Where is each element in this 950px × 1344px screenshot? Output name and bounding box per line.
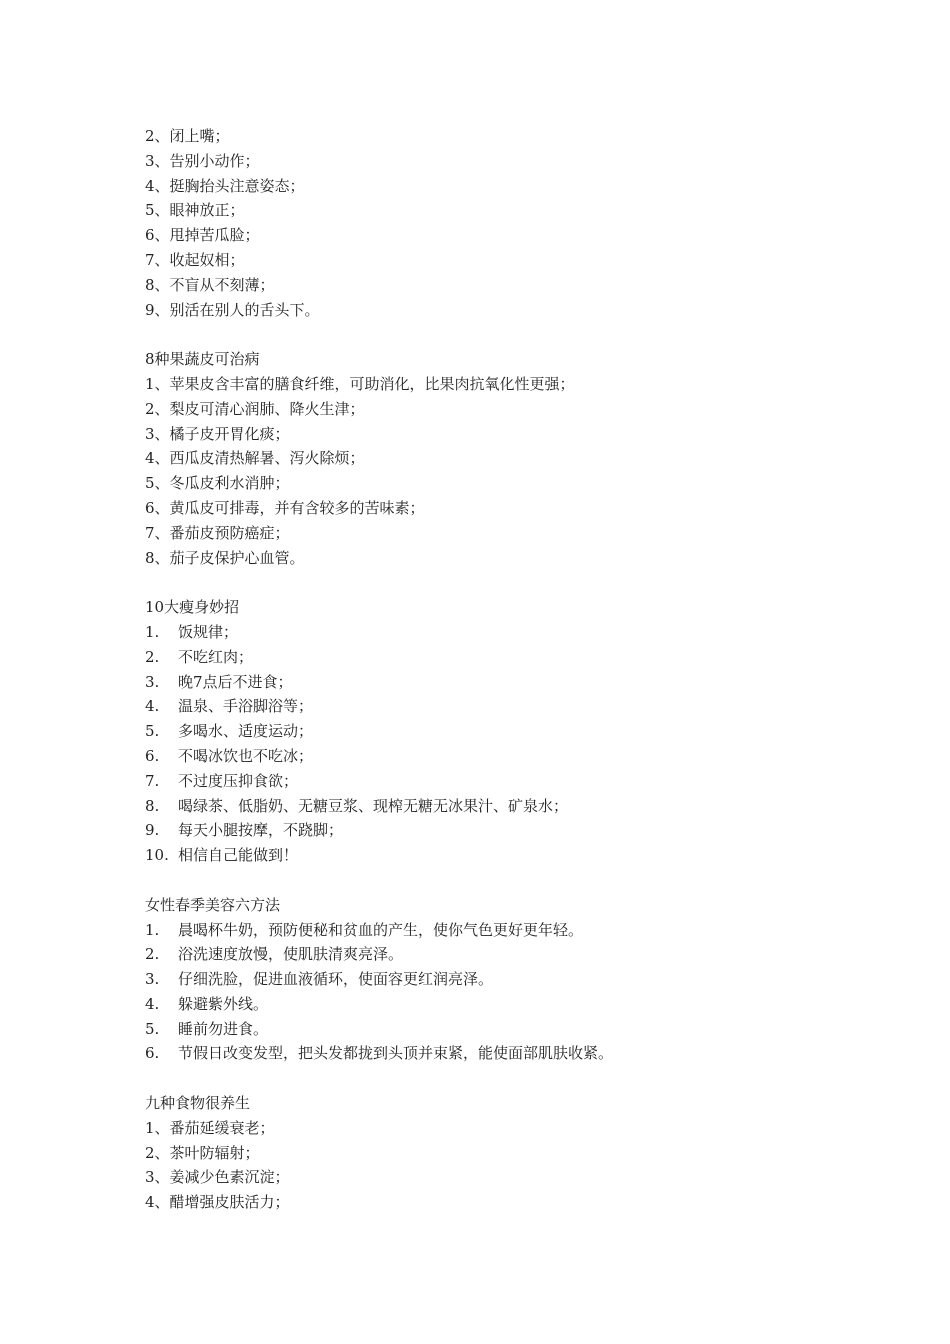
item-text: 晚7点后不进食； [178,672,293,691]
list-item: 8、不盲从不刻薄； [145,275,275,294]
list-item: 2、茶叶防辐射； [145,1143,260,1162]
item-number: 4. [145,697,160,716]
list-item [145,992,845,1017]
list-item: 1、苹果皮含丰富的膳食纤维，可助消化，比果肉抗氧化性更强； [145,374,575,393]
item-number: 6. [145,746,160,765]
list-item [145,1041,845,1066]
section-title: 九种食物很养生 [145,1094,251,1113]
list-item: 4、醋增强皮肤活力； [145,1193,290,1212]
item-text: 每天小腿按摩，不跷脚； [178,821,344,840]
item-number: 1. [145,622,160,641]
item-number: 5. [145,722,160,741]
item-text: 浴洗速度放慢，使肌肤清爽亮泽。 [178,945,404,964]
blank-line [145,322,845,347]
list-item [145,967,845,992]
section-spring-beauty [145,893,845,1067]
item-text: 饭规律； [178,622,239,641]
blank-line [145,570,845,595]
list-item [145,645,845,670]
section-etiquette-list [145,124,845,322]
item-number: 6. [145,1044,160,1063]
list-item [145,694,845,719]
list-item [145,620,845,645]
list-item [145,818,845,843]
item-text: 不过度压抑食欲； [178,771,299,790]
list-item [145,719,845,744]
blank-line [145,1066,845,1091]
item-number: 7. [145,771,160,790]
item-text: 睡前勿进食。 [178,1019,269,1038]
list-item: 6、黄瓜皮可排毒，并有含较多的苦味素； [145,498,425,517]
item-text: 仔细洗脸，促进血液循环，使面容更红润亮泽。 [178,970,494,989]
list-item [145,769,845,794]
list-item [145,744,845,769]
list-item: 4、挺胸抬头注意姿态； [145,176,305,195]
list-item: 8、茄子皮保护心血管。 [145,548,305,567]
list-item [145,843,845,868]
list-item: 3、姜减少色素沉淀； [145,1168,290,1187]
item-number: 2. [145,647,160,666]
item-text: 相信自己能做到！ [178,846,299,865]
list-item: 7、收起奴相； [145,250,245,269]
list-item: 4、西瓜皮清热解暑、泻火除烦； [145,449,365,468]
section-title: 女性春季美容六方法 [145,895,281,914]
item-text: 不吃红肉； [178,647,254,666]
list-item: 9、别活在别人的舌头下。 [145,300,320,319]
list-item: 5、眼神放正； [145,201,245,220]
item-text: 温泉、手浴脚浴等； [178,697,314,716]
list-item: 6、甩掉苦瓜脸； [145,226,260,245]
section-slimming [145,595,845,868]
section-healthy-foods [145,1091,845,1215]
list-item: 7、番茄皮预防癌症； [145,523,290,542]
document-page [145,124,845,1215]
list-item: 2、闭上嘴； [145,127,230,145]
list-item [145,794,845,819]
list-item: 1、番茄延缓衰老； [145,1118,275,1137]
list-item [145,942,845,967]
item-number: 9. [145,821,160,840]
item-number: 10. [145,846,169,865]
list-item: 5、冬瓜皮利水消肿； [145,474,290,493]
section-peels [145,347,845,570]
item-number: 2. [145,945,160,964]
item-number: 4. [145,994,160,1013]
item-text: 节假日改变发型，把头发都拢到头顶并束紧，能使面部肌肤收紧。 [178,1044,614,1063]
section-title: 10大瘦身妙招 [145,598,240,617]
item-text: 躲避紫外线。 [178,994,269,1013]
list-item: 3、橘子皮开胃化痰； [145,424,290,443]
list-item: 2、梨皮可清心润肺、降火生津； [145,399,365,418]
item-text: 喝绿茶、低脂奶、无糖豆浆、现榨无糖无冰果汁、矿泉水； [178,796,569,815]
list-item [145,1017,845,1042]
item-number: 3. [145,970,160,989]
item-number: 1. [145,920,160,939]
item-number: 3. [145,672,160,691]
blank-line [145,868,845,893]
list-item: 3、告别小动作； [145,151,260,170]
list-item [145,918,845,943]
item-text: 晨喝杯牛奶，预防便秘和贫血的产生，使你气色更好更年轻。 [178,920,584,939]
list-item [145,670,845,695]
item-number: 5. [145,1019,160,1038]
section-title: 8种果蔬皮可治病 [145,350,260,369]
item-number: 8. [145,796,160,815]
item-text: 多喝水、适度运动； [178,722,314,741]
item-text: 不喝冰饮也不吃冰； [178,746,314,765]
